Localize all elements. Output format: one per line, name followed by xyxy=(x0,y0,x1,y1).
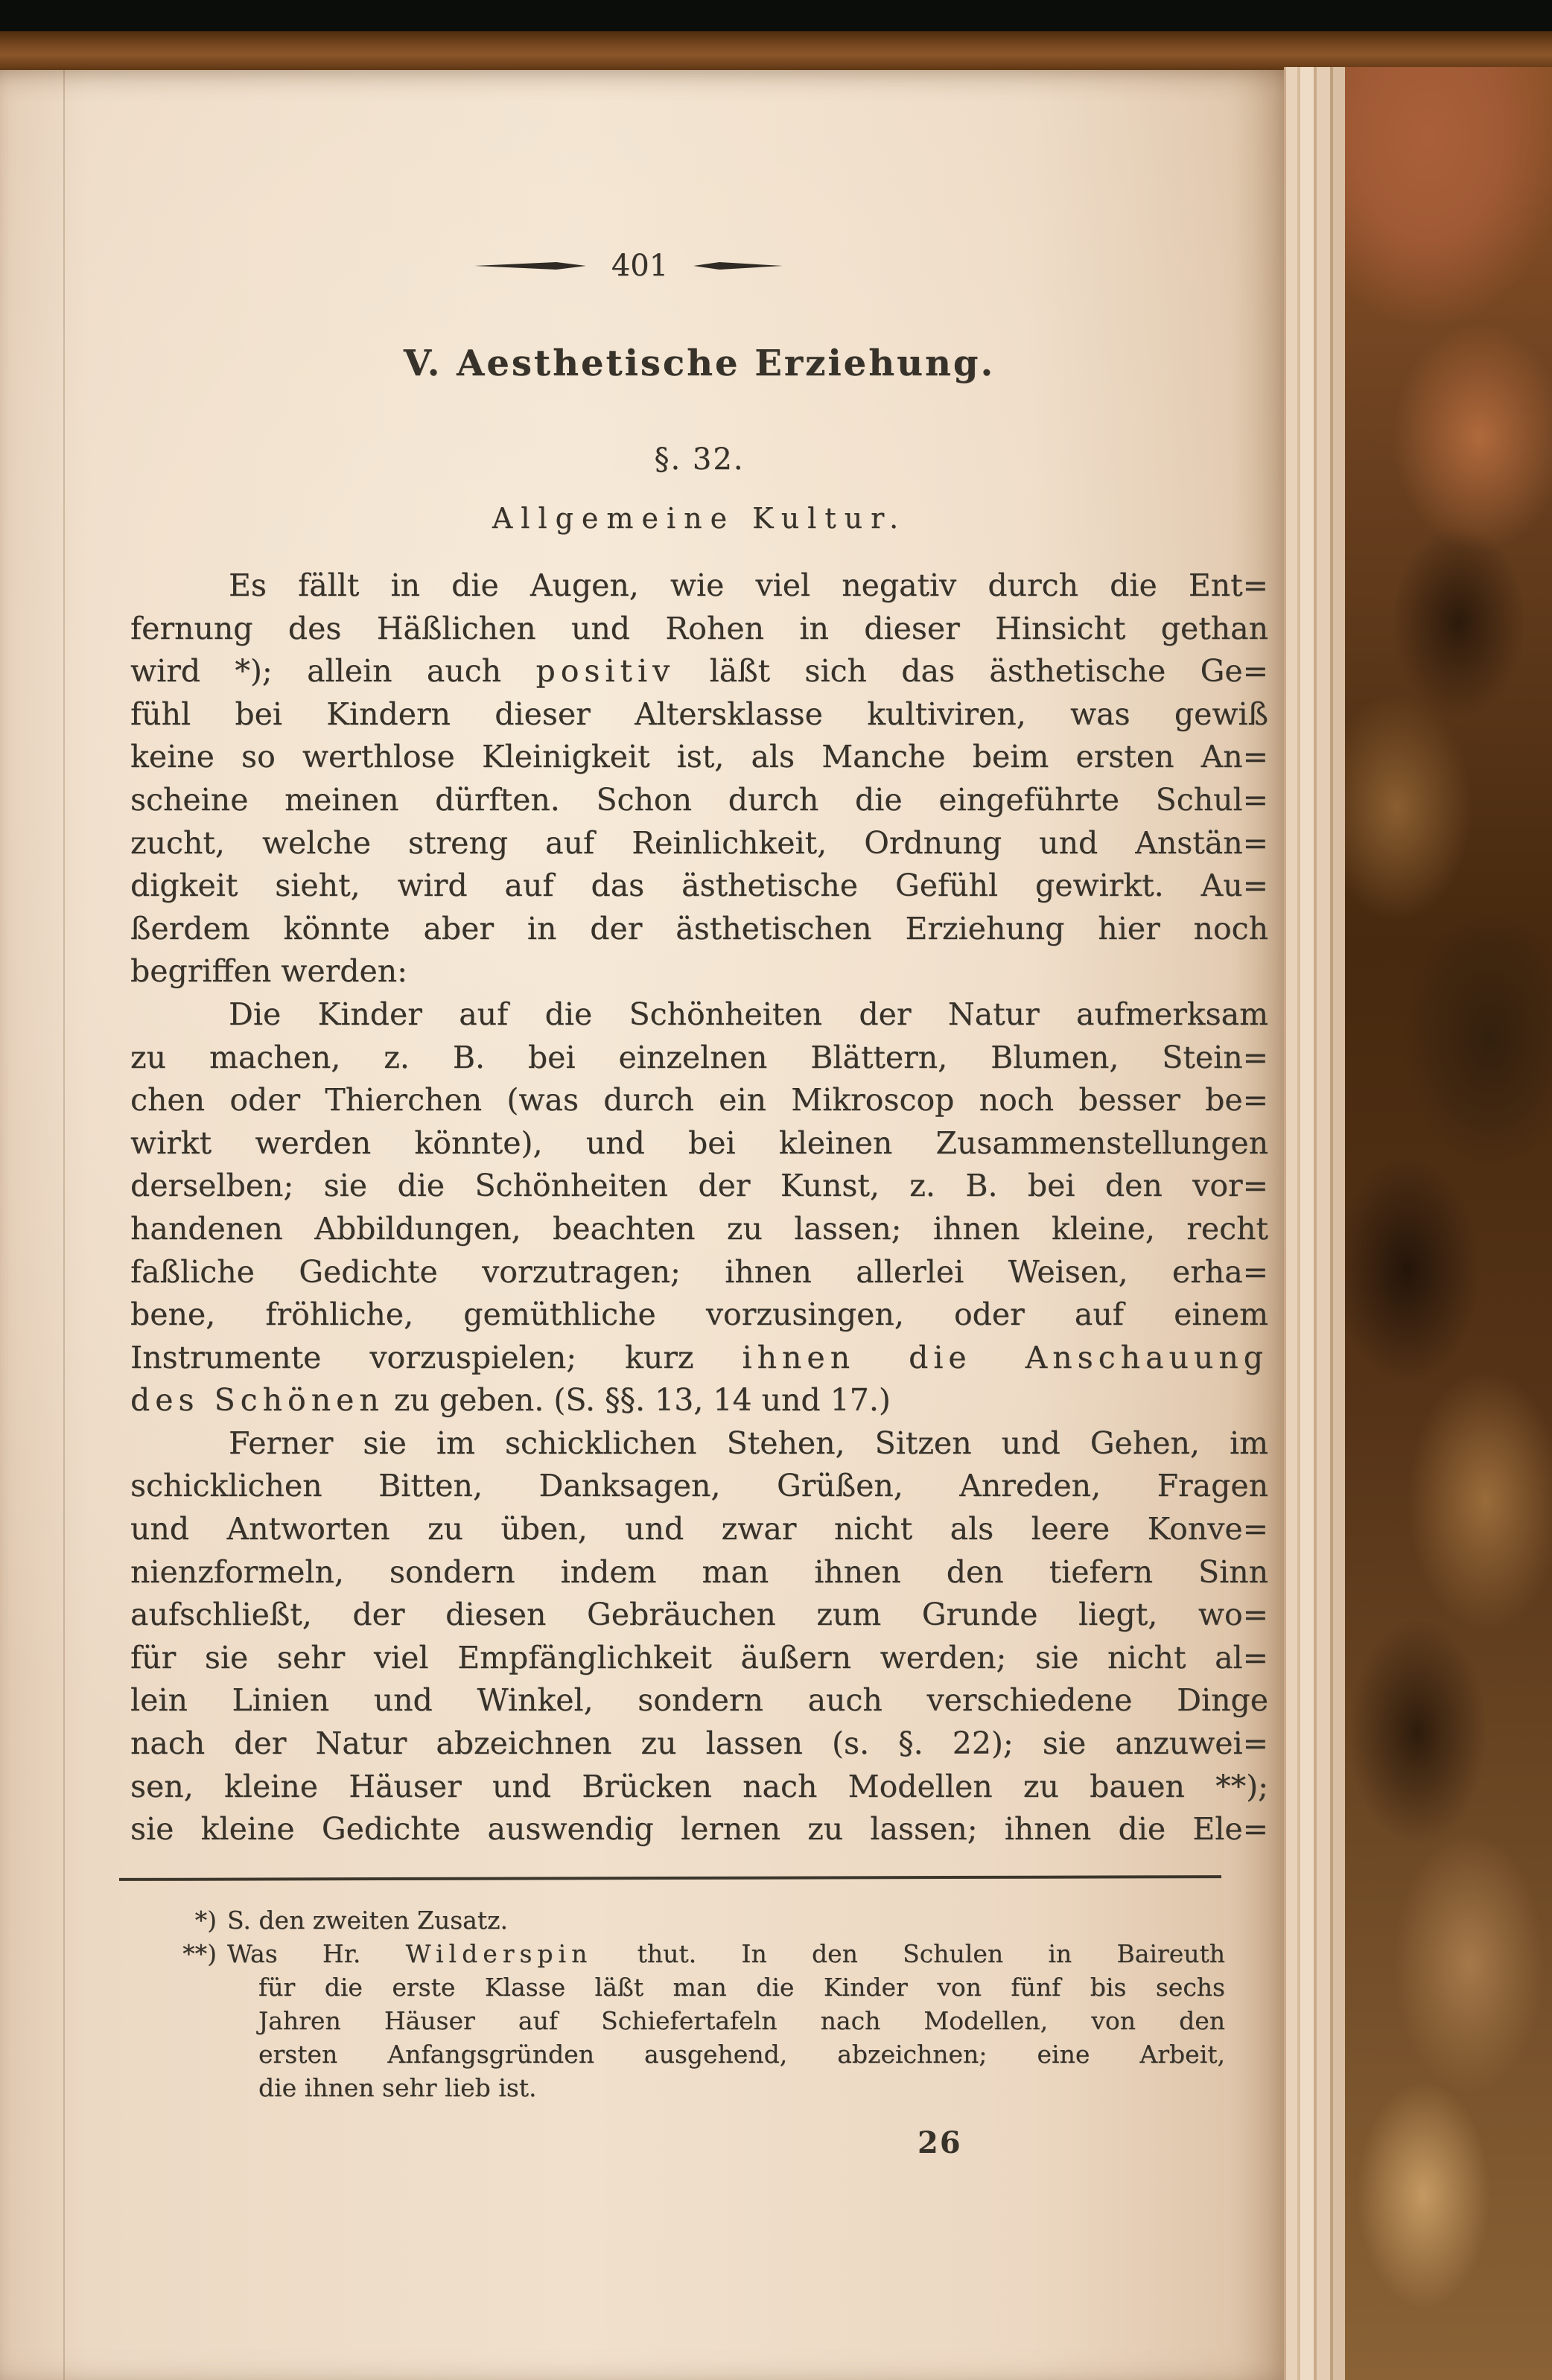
footnote-text: S. den zweiten Zusatz. xyxy=(227,1906,508,1935)
text-line: für sie sehr viel Empfänglichkeit äußern werden; sie nicht al= xyxy=(130,1639,1268,1676)
footnote-separator-rule xyxy=(119,1875,1221,1881)
text-line: lein Linien und Winkel, sondern auch verschiedene Dinge xyxy=(130,1682,1268,1719)
text-line: schicklichen Bitten, Danksagen, Grüßen, Anreden, Fragen xyxy=(130,1468,1268,1504)
gutter-crease xyxy=(63,70,65,2380)
text-line: die ihnen sehr lieb ist. xyxy=(258,2073,537,2102)
text-line: Es fällt in die Augen, wie viel negativ durch die Ent= xyxy=(229,567,1268,603)
text-line: scheine meinen dürften. Schon durch die eingeführte Schul= xyxy=(130,781,1268,818)
text-line: Ferner sie im schicklichen Stehen, Sitzen und Gehen, im xyxy=(229,1425,1268,1461)
text-line: Was Hr. Wilderspin thut. In den Schulen in Baireuth xyxy=(227,1939,1225,1968)
text-line: des Schönen zu geben. (S. §§. 13, 14 und 17.) xyxy=(130,1382,891,1419)
body-text xyxy=(130,564,1268,1851)
text-line: faßliche Gedichte vorzutragen; ihnen allerlei Weisen, erha= xyxy=(130,1253,1268,1290)
leather-cover-top-edge xyxy=(0,31,1552,70)
text-line: wirkt werden könnte), und bei kleinen Zusammenstellungen xyxy=(130,1124,1268,1161)
text-line: zu machen, z. B. bei einzelnen Blättern, Blumen, Stein= xyxy=(130,1039,1268,1075)
signature-mark: 26 xyxy=(917,2125,962,2160)
footnote xyxy=(130,1903,1225,1937)
paragraph xyxy=(130,993,1268,1422)
text-line: zucht, welche streng auf Reinlichkeit, Ordnung und Anstän= xyxy=(130,824,1268,861)
section-number: §. 32. xyxy=(654,442,745,477)
page-header xyxy=(60,249,1198,283)
swelled-dash-ornament-left xyxy=(474,261,586,271)
footnote-text xyxy=(227,1937,1225,2104)
text-line: ßerdem könnte aber in der ästhetischen Erziehung hier noch xyxy=(130,910,1268,946)
section-title: Allgemeine Kultur. xyxy=(492,502,907,535)
text-line: handenen Abbildungen, beachten zu lassen; ihnen kleine, recht xyxy=(130,1210,1268,1247)
footnote-marker: *) xyxy=(194,1906,217,1935)
text-line: wird *); allein auch positiv läßt sich das ästhetische Ge= xyxy=(130,653,1268,690)
text-line: nach der Natur abzeichnen zu lassen (s. §. 22); sie anzuwei= xyxy=(130,1725,1268,1762)
footnote xyxy=(130,1937,1225,2104)
text-line: für die erste Klasse läßt man die Kinder von fünf bis sechs xyxy=(258,1973,1225,2002)
chapter-heading: V. Aesthetische Erziehung. xyxy=(403,343,996,384)
swelled-dash-ornament-right xyxy=(693,261,783,271)
book-page xyxy=(0,70,1284,2380)
text-line: fernung des Häßlichen und Rohen in dieser Hinsicht gethan xyxy=(130,610,1268,646)
page-number: 401 xyxy=(611,249,669,283)
text-line: Die Kinder auf die Schönheiten der Natur aufmerksam xyxy=(229,996,1268,1032)
text-line: chen oder Thierchen (was durch ein Mikroscop noch besser be= xyxy=(130,1082,1268,1119)
text-line: begriffen werden: xyxy=(130,953,407,990)
footnotes xyxy=(130,1903,1225,2104)
text-line: digkeit sieht, wird auf das ästhetische Gefühl gewirkt. Au= xyxy=(130,868,1268,904)
text-line: fühl bei Kindern dieser Altersklasse kultiviren, was gewiß xyxy=(130,696,1268,732)
text-line: keine so werthlose Kleinigkeit ist, als Manche beim ersten An= xyxy=(130,739,1268,775)
text-line: Jahren Häuser auf Schiefertafeln nach Modellen, von den xyxy=(258,2006,1225,2035)
text-line: nienzformeln, sondern indem man ihnen den tiefern Sinn xyxy=(130,1553,1268,1590)
text-line: derselben; sie die Schönheiten der Kunst, z. B. bei den vor= xyxy=(130,1168,1268,1204)
text-line: und Antworten zu üben, und zwar nicht als leere Konve= xyxy=(130,1511,1268,1547)
text-line: ersten Anfangsgründen ausgehend, abzeichnen; eine Arbeit, xyxy=(258,2040,1225,2069)
paragraph xyxy=(130,1422,1268,1851)
text-line: aufschließt, der diesen Gebräuchen zum Grunde liegt, wo= xyxy=(130,1597,1268,1633)
text-line: sen, kleine Häuser und Brücken nach Modellen zu bauen **); xyxy=(130,1768,1268,1804)
text-line: bene, fröhliche, gemüthliche vorzusingen, oder auf einem xyxy=(130,1296,1268,1333)
text-line: Instrumente vorzuspielen; kurz ihnen die Anschauung xyxy=(130,1339,1268,1375)
paragraph xyxy=(130,564,1268,993)
text-line: sie kleine Gedichte auswendig lernen zu lassen; ihnen die Ele= xyxy=(130,1811,1268,1848)
footnote-marker: **) xyxy=(182,1939,217,1968)
page-fore-edges xyxy=(1284,67,1345,2380)
marbled-leather-cover xyxy=(1345,67,1552,2380)
